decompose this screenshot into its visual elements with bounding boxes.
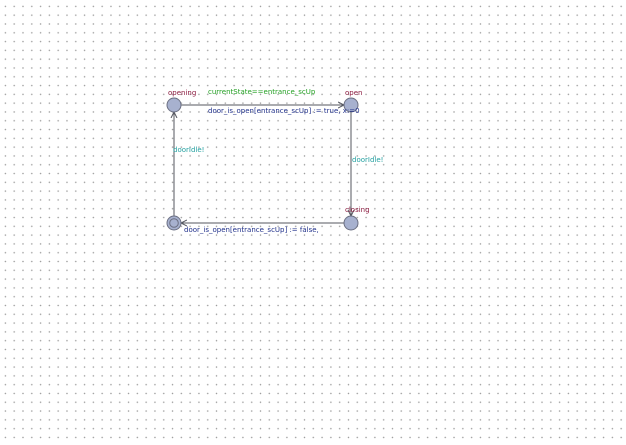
location-name-opening: opening xyxy=(168,89,197,97)
location-closed-initial[interactable] xyxy=(167,216,181,230)
location-name-closing: closing xyxy=(345,206,370,214)
sync-label-closed-to-opening: doorIdle! xyxy=(173,146,205,154)
location-closing[interactable] xyxy=(344,216,358,230)
location-opening[interactable] xyxy=(167,98,181,112)
assignment-label-opening-to-open: door_is_open[entrance_scUp] := true, x:=0 xyxy=(208,107,360,115)
location-name-open: open xyxy=(345,89,363,97)
guard-label-opening-to-open: currentState==entrance_scUp xyxy=(208,88,316,96)
assignment-label-closing-to-closed: door_is_open[entrance_scUp] := false, xyxy=(184,226,319,234)
sync-label-open-to-closing: doorIdle! xyxy=(352,156,384,164)
